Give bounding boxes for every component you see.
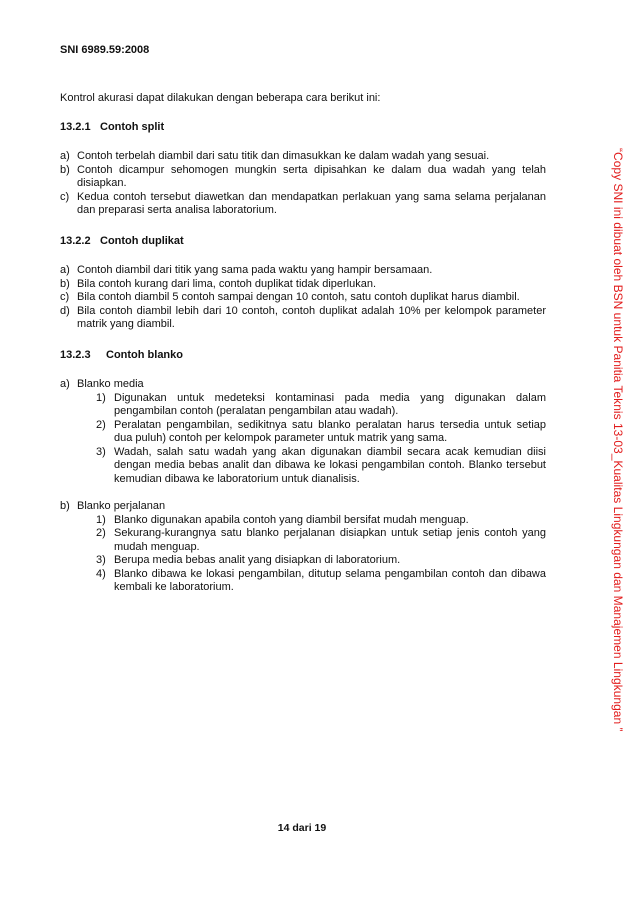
sub-list-marker: 3) (96, 445, 106, 458)
sub-list-text: Digunakan untuk medeteksi kontaminasi pada media yang digunakan dalam pengambilan contoh (peralatan pengambilan atau wadah). (114, 391, 546, 417)
list-item (60, 150, 546, 164)
sub-list-text: Berupa media bebas analit yang disiapkan di laboratorium. (114, 554, 401, 566)
blanko-list (60, 378, 546, 595)
group-label: Blanko media (77, 378, 144, 390)
page-body (60, 92, 546, 612)
list-item (60, 291, 546, 305)
list-item (60, 191, 546, 218)
duplikat-list (60, 264, 546, 332)
list-marker: c) (60, 190, 70, 203)
sub-list-marker: 4) (96, 567, 106, 580)
section-heading-duplikat (60, 235, 546, 249)
sub-list-item (77, 446, 546, 487)
list-item-blanko-media (60, 378, 546, 500)
list-marker: a) (60, 264, 70, 276)
sub-list-item (77, 554, 546, 568)
copyright-watermark: “Copy SNI ini dibuat oleh BSN untuk Panitia Teknis 13-03_Kualitas Lingkungan dan Manajemen Lingkungan ” (611, 148, 625, 732)
sub-list-text: Blanko digunakan apabila contoh yang diambil bersifat mudah menguap. (114, 513, 469, 526)
list-text: Contoh dicampur sehomogen mungkin serta dipisahkan ke dalam dua wadah yang telah disiapkan. (77, 163, 546, 189)
blanko-media-sublist (77, 392, 546, 487)
sub-list-item (77, 514, 546, 528)
list-text: Bila contoh diambil lebih dari 10 contoh, contoh duplikat adalah 10% per kelompok parameter matrik yang diambil. (77, 304, 546, 330)
list-text: Kedua contoh tersebut diawetkan dan mendapatkan perlakuan yang sama selama perjalanan dan preparasi serta analisa laboratorium. (77, 190, 546, 216)
split-list (60, 150, 546, 218)
sub-list-text: Sekurang-kurangnya satu blanko perjalanan disiapkan untuk setiap jenis contoh yang mudah menguap. (114, 527, 546, 553)
list-item-blanko-perjalanan (60, 500, 546, 595)
list-text: Bila contoh kurang dari lima, contoh duplikat tidak diperlukan. (77, 277, 377, 290)
sub-list-marker: 2) (96, 418, 106, 431)
blanko-perjalanan-sublist (77, 514, 546, 595)
section-title: Contoh duplikat (100, 234, 184, 247)
section-title: Contoh blanko (106, 348, 183, 361)
list-item (60, 305, 546, 332)
list-text: Contoh diambil dari titik yang sama pada waktu yang hampir bersamaan. (77, 264, 433, 276)
sub-list-marker: 3) (96, 554, 106, 566)
section-title: Contoh split (100, 120, 165, 133)
list-marker: a) (60, 378, 70, 390)
list-item (60, 164, 546, 191)
intro-paragraph: Kontrol akurasi dapat dilakukan dengan beberapa cara berikut ini: (60, 92, 381, 104)
sub-list-item (77, 527, 546, 554)
sub-list-item (77, 568, 546, 595)
list-marker: a) (60, 150, 70, 162)
spacer (77, 486, 546, 500)
sub-list-text: Blanko dibawa ke lokasi pengambilan, ditutup selama pengambilan contoh dan dibawa kembali ke laboratorium. (114, 567, 546, 593)
list-marker: d) (60, 304, 70, 317)
sub-list-marker: 2) (96, 527, 106, 539)
list-text: Bila contoh diambil 5 contoh sampai dengan 10 contoh, satu contoh duplikat harus diambil. (77, 291, 520, 303)
document-code: SNI 6989.59:2008 (60, 44, 150, 56)
list-marker: b) (60, 277, 70, 290)
list-marker: b) (60, 163, 70, 176)
section-number: 13.2.1 (60, 120, 91, 133)
section-number: 13.2.3 (60, 348, 91, 361)
sub-list-text: Peralatan pengambilan, sedikitnya satu blanko peralatan harus tersedia untuk setiap dua puluh) contoh per kelompok parameter untuk matrik yang sama. (114, 418, 546, 444)
sub-list-item (77, 419, 546, 446)
sub-list-text: Wadah, salah satu wadah yang akan digunakan diambil secara acak kemudian diisi dengan media bebas analit dan dibawa ke lokasi pengambilan contoh. Blanko tersebut kemudian dibawa ke laboratorium untuk dianalisis. (114, 445, 546, 485)
list-item (60, 264, 546, 278)
list-text: Contoh terbelah diambil dari satu titik dan dimasukkan ke dalam wadah yang sesuai. (77, 150, 490, 162)
sub-list-item (77, 392, 546, 419)
sub-list-marker: 1) (96, 391, 106, 404)
list-marker: b) (60, 500, 70, 512)
sub-list-marker: 1) (96, 513, 106, 526)
list-marker: c) (60, 291, 70, 303)
section-heading-split (60, 121, 546, 135)
list-item (60, 278, 546, 292)
section-heading-blanko (60, 349, 546, 363)
group-label: Blanko perjalanan (77, 500, 166, 512)
section-number: 13.2.2 (60, 234, 91, 247)
page-number: 14 dari 19 (277, 822, 327, 834)
